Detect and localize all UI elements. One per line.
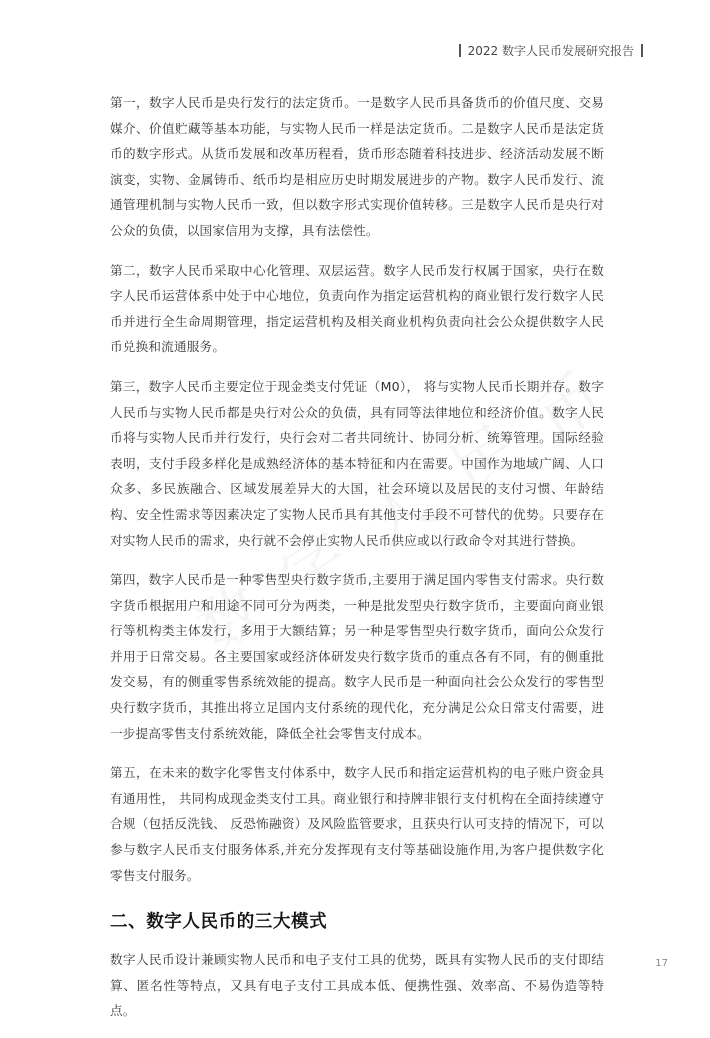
header-left-divider <box>459 44 461 57</box>
document-body <box>110 90 604 1038</box>
header-title: 2022 数字人民币发展研究报告 <box>467 44 634 58</box>
paragraph-2: 第二，数字人民币采取中心化管理、双层运营。数字人民币发行权属于国家，央行在数字人民币运营体系中处于中心地位，负责向作为指定运营机构的商业银行发行数字人民币并进行全生命周期管理，指定运营机构及相关商业机构负责向社会公众提供数字人民币兑换和流通服务。 <box>110 262 604 355</box>
section-heading: 二、数字人民币的三大模式 <box>110 912 328 933</box>
paragraph-4: 第四，数字人民币是一种零售型央行数字货币,主要用于满足国内零售支付需求。央行数字货币根据用户和用途不同可分为两类，一种是批发型央行数字货币，主要面向商业银行等机构类主体发行，多用于大额结算；另一种是零售型央行数字货币，面向公众发行并用于日常交易。各主要国家或经济体研发央行数字货币的重点各有不同，有的侧重批发交易，有的侧重零售系统效能的提高。数字人民币是一种面向社会公众发行的零售型央行数字货币，其推出将立足国内支付系统的现代化，充分满足公众日常支付需要，进一步提高零售支付系统效能，降低全社会零售支付成本。 <box>110 572 604 741</box>
paragraph-3: 第三，数字人民币主要定位于现金类支付凭证（M0）， 将与实物人民币长期并存。数字人民币与实物人民币都是央行对公众的负债，具有同等法律地位和经济价值。数字人民币将与实物人民币并行发行，央行会对二者共同统计、协同分析、统筹管理。国际经验表明，支付手段多样化是成熟经济体的基本特征和内在需要。中国作为地域广阔、人口众多、多民族融合、区域发展差异大的大国，社会环境以及居民的支付习惯、年龄结构、安全性需求等因素决定了实物人民币具有其他支付手段不可替代的优势。只要存在对实物人民币的需求，央行就不会停止实物人民币供应或以行政命令对其进行替换。 <box>110 378 604 548</box>
page-number: 17 <box>655 958 668 969</box>
paragraph-5: 第五，在未来的数字化零售支付体系中，数字人民币和指定运营机构的电子账户资金具有通用性， 共同构成现金类支付工具。商业银行和持牌非银行支付机构在全面持续遵守合规（包括反洗钱、 反恐怖融资）及风险监管要求，且获央行认可支持的情况下，可以参与数字人民币支付服务体系,并充分发挥现有支付等基础设施作用,为客户提供数字化零售支付服务。 <box>110 765 604 883</box>
running-header <box>452 42 650 59</box>
section-paragraph: 数字人民币设计兼顾实物人民币和电子支付工具的优势，既具有实物人民币的支付即结算、匿名性等特点，又具有电子支付工具成本低、便携性强、效率高、不易伪造等特点。 <box>110 952 604 1019</box>
header-right-divider <box>641 44 643 57</box>
paragraph-1: 第一，数字人民币是央行发行的法定货币。一是数字人民币具备货币的价值尺度、交易媒介、价值贮藏等基本功能，与实物人民币一样是法定货币。二是数字人民币是法定货币的数字形式。从货币发展和改革历程看，货币形态随着科技进步、经济活动发展不断演变，实物、金属铸币、纸币均是相应历史时期发展进步的产物。数字人民币发行、流通管理机制与实物人民币一致，但以数字形式实现价值转移。三是数字人民币是央行对公众的负债，以国家信用为支撑，具有法偿性。 <box>110 95 604 238</box>
